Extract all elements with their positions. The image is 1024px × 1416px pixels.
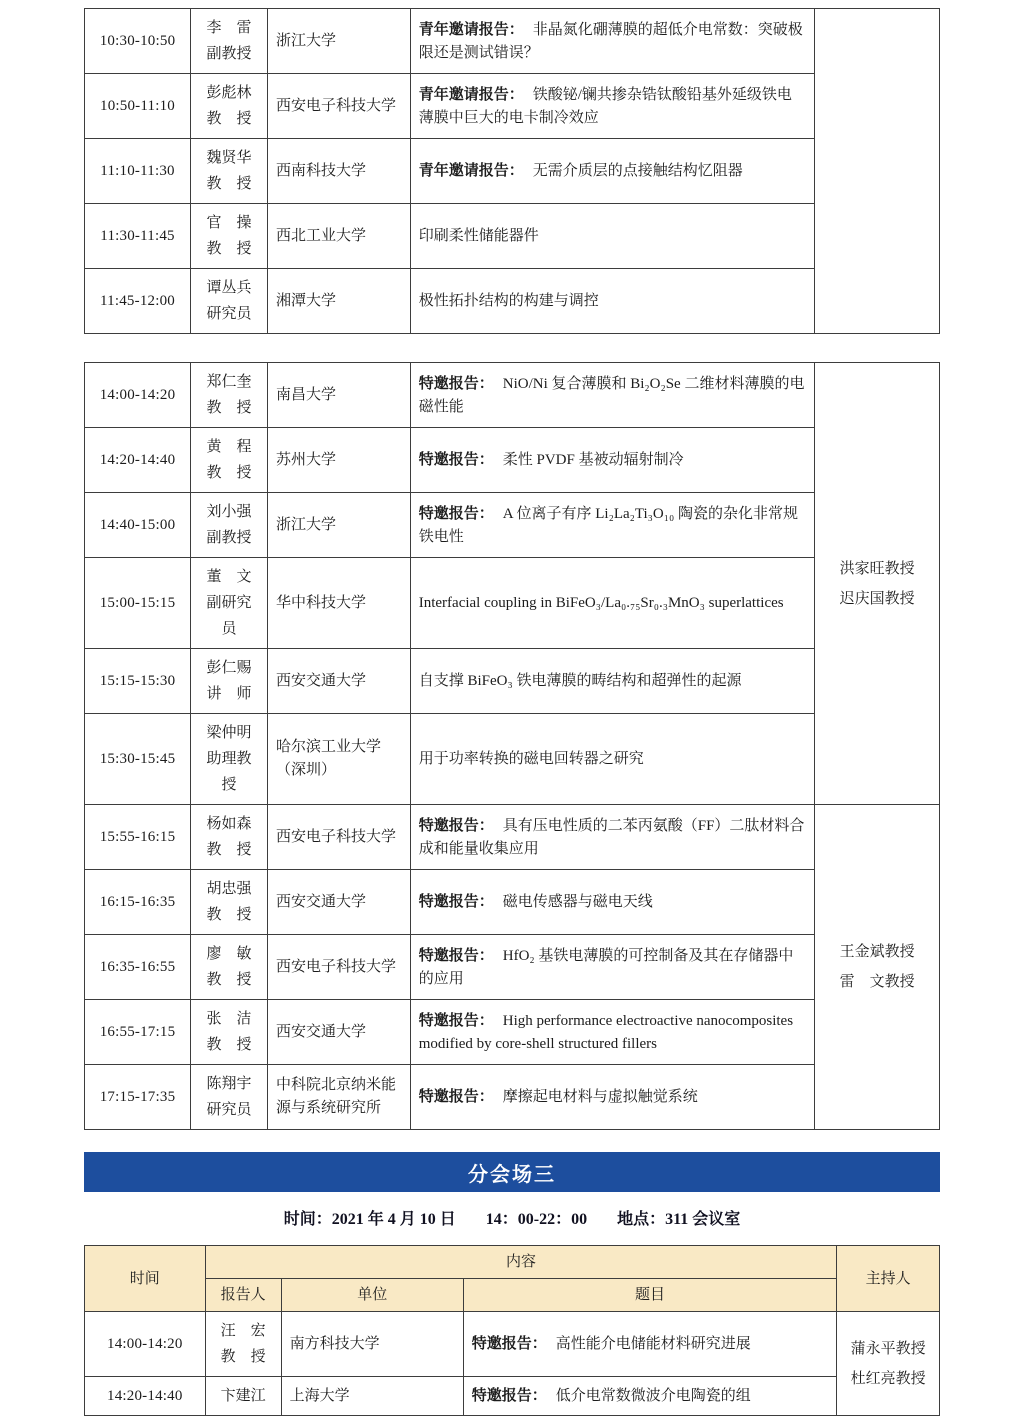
table-row: [85, 649, 940, 714]
talk-title: High performance electroactive nanocomposites modified by core-shell structured fillers: [418, 1012, 794, 1052]
speaker-rank: 教 授: [206, 907, 252, 923]
table-row: [85, 1065, 940, 1130]
conference-program-page: [84, 0, 940, 1416]
university-cell: 湘潭大学: [267, 269, 410, 334]
chair-name: 王金斌教授: [839, 944, 915, 960]
table-row: [85, 204, 940, 269]
table-row: [85, 428, 940, 493]
table-row: [85, 1000, 940, 1065]
session-time-range: 14：00-22：00: [485, 1211, 588, 1228]
speaker-cell: [191, 935, 268, 1000]
time-cell: 14:20-14:40: [85, 1377, 206, 1416]
chair-name: 雷 文教授: [839, 974, 915, 990]
speaker-name: 梁仲明: [206, 725, 252, 741]
university-cell: 西安交通大学: [267, 649, 410, 714]
time-cell: 11:45-12:00: [85, 269, 191, 334]
speaker-cell: [191, 558, 268, 649]
speaker-name: 黄 程: [206, 439, 252, 455]
table-row: [85, 74, 940, 139]
column-header-chair: 主持人: [837, 1246, 940, 1312]
speaker-cell: [191, 9, 268, 74]
section-gap: [84, 1130, 940, 1152]
university-cell: 苏州大学: [267, 428, 410, 493]
section-gap: [84, 1192, 940, 1206]
speaker-name: 彭仁赐: [206, 660, 252, 676]
speaker-cell: [191, 1065, 268, 1130]
time-cell: 14:20-14:40: [85, 428, 191, 493]
table-row: [85, 1377, 940, 1416]
speaker-rank: 教 授: [206, 465, 252, 481]
talk-title: 磁电传感器与磁电天线: [502, 894, 653, 910]
speaker-name: 董 文: [206, 569, 252, 585]
time-cell: 16:55-17:15: [85, 1000, 191, 1065]
talk-type-label: 特邀报告：: [418, 451, 494, 468]
talk-type-label: 特邀报告：: [471, 1335, 547, 1352]
speaker-name: 汪 宏: [220, 1323, 266, 1339]
chair-cell: [815, 9, 940, 334]
session-table-afternoon: [84, 362, 940, 1130]
talk-title: Interfacial coupling in BiFeO₃/La₀.₇₅Sr₀.₃MnO₃ superlattices: [418, 595, 784, 611]
talk-title: 自支撑 BiFeO₃ 铁电薄膜的畴结构和超弹性的起源: [418, 673, 742, 689]
speaker-name: 卞建江: [220, 1388, 266, 1404]
chair-name: 杜红亮教授: [850, 1370, 926, 1387]
time-cell: 14:40-15:00: [85, 493, 191, 558]
talk-title-cell: [463, 1377, 837, 1416]
session3-table: [84, 1245, 940, 1416]
column-header-topic: 题目: [463, 1279, 837, 1312]
time-cell: 15:00-15:15: [85, 558, 191, 649]
talk-title: A 位离子有序 Li₂La₂Ti₃O₁₀ 陶瓷的杂化非常规铁电性: [418, 505, 798, 545]
table-row: [85, 269, 940, 334]
talk-title-cell: [410, 269, 814, 334]
speaker-rank: 教 授: [206, 1037, 252, 1053]
chair-cell: [815, 805, 940, 1130]
university-cell: 上海大学: [281, 1377, 463, 1416]
university-cell: 西南科技大学: [267, 139, 410, 204]
chair-cell: [837, 1312, 940, 1416]
talk-title: 柔性 PVDF 基被动辐射制冷: [502, 452, 684, 468]
table-row: [85, 9, 940, 74]
time-cell: 15:15-15:30: [85, 649, 191, 714]
speaker-rank: 助理教授: [206, 751, 252, 793]
speaker-rank: 副教授: [206, 46, 252, 62]
section-gap: [84, 334, 940, 362]
speaker-cell: [191, 714, 268, 805]
talk-title-cell: [410, 428, 814, 493]
speaker-name: 陈翔宇: [206, 1076, 252, 1092]
speaker-cell: [191, 363, 268, 428]
time-cell: 10:50-11:10: [85, 74, 191, 139]
talk-type-label: 青年邀请报告：: [418, 85, 524, 103]
column-header-content: 内容: [205, 1246, 837, 1279]
speaker-rank: 教 授: [206, 972, 252, 988]
time-cell: 10:30-10:50: [85, 9, 191, 74]
table-row: [85, 935, 940, 1000]
speaker-name: 彭彪林: [206, 85, 252, 101]
talk-type-label: 特邀报告：: [418, 1088, 494, 1105]
speaker-name: 刘小强: [206, 504, 252, 520]
talk-title-cell: [410, 805, 814, 870]
talk-title-cell: [410, 649, 814, 714]
speaker-rank: 副研究员: [206, 595, 252, 637]
speaker-rank: 教 授: [206, 111, 252, 127]
speaker-cell: [191, 428, 268, 493]
talk-title-cell: [410, 493, 814, 558]
session3-info-line: [84, 1206, 940, 1234]
speaker-rank: 研究员: [206, 306, 252, 322]
time-cell: 11:10-11:30: [85, 139, 191, 204]
talk-title: 无需介质层的点接触结构忆阻器: [532, 163, 743, 179]
speaker-name: 廖 敏: [206, 946, 252, 962]
speaker-name: 杨如森: [206, 816, 252, 832]
speaker-rank: 副教授: [206, 530, 252, 546]
header-row: [85, 1279, 940, 1312]
column-header-unit: 单位: [281, 1279, 463, 1312]
time-cell: 14:00-14:20: [85, 1312, 206, 1377]
talk-title-cell: [410, 935, 814, 1000]
talk-type-label: 特邀报告：: [418, 816, 494, 834]
talk-title-cell: [410, 714, 814, 805]
university-cell: 哈尔滨工业大学（深圳）: [267, 714, 410, 805]
chair-name: 迟庆国教授: [839, 590, 915, 607]
speaker-rank: 教 授: [206, 241, 252, 257]
talk-title-cell: [410, 870, 814, 935]
talk-title: 摩擦起电材料与虚拟触觉系统: [502, 1089, 698, 1105]
chair-name: 蒲永平教授: [850, 1340, 926, 1357]
table-row: [85, 714, 940, 805]
university-cell: 西安交通大学: [267, 870, 410, 935]
university-cell: 西安电子科技大学: [267, 74, 410, 139]
university-cell: 南方科技大学: [281, 1312, 463, 1377]
time-cell: 11:30-11:45: [85, 204, 191, 269]
speaker-cell: [191, 870, 268, 935]
university-cell: 南昌大学: [267, 363, 410, 428]
talk-type-label: 青年邀请报告：: [418, 162, 524, 179]
speaker-name: 胡忠强: [206, 881, 252, 897]
chair-cell: [815, 363, 940, 805]
speaker-name: 魏贤华: [206, 150, 252, 166]
table-row: [85, 139, 940, 204]
speaker-cell: [191, 269, 268, 334]
session-table-morning: [84, 8, 940, 334]
university-cell: 西安交通大学: [267, 1000, 410, 1065]
column-header-time: 时间: [85, 1246, 206, 1312]
time-cell: 15:55-16:15: [85, 805, 191, 870]
talk-type-label: 特邀报告：: [418, 374, 494, 392]
speaker-rank: 教 授: [206, 400, 252, 416]
university-cell: 华中科技大学: [267, 558, 410, 649]
speaker-cell: [205, 1377, 281, 1416]
talk-title-cell: [410, 74, 814, 139]
table-row: [85, 1312, 940, 1377]
university-cell: 浙江大学: [267, 493, 410, 558]
speaker-name: 郑仁奎: [206, 374, 252, 390]
chair-name: 洪家旺教授: [839, 560, 915, 577]
table-row: [85, 493, 940, 558]
talk-type-label: 特邀报告：: [418, 893, 494, 910]
speaker-cell: [191, 493, 268, 558]
talk-title-cell: [410, 1065, 814, 1130]
session-date: 时间：2021 年 4 月 10 日: [283, 1211, 456, 1228]
talk-title: 低介电常数微波介电陶瓷的组: [555, 1388, 751, 1404]
talk-type-label: 特邀报告：: [418, 946, 494, 964]
talk-title-cell: [410, 1000, 814, 1065]
speaker-name: 李 雷: [206, 20, 252, 36]
speaker-rank: 教 授: [206, 176, 252, 192]
talk-title-cell: [410, 9, 814, 74]
section-gap: [84, 1234, 940, 1245]
talk-title-cell: [410, 363, 814, 428]
table-row: [85, 558, 940, 649]
talk-type-label: 特邀报告：: [418, 1011, 494, 1029]
talk-title-cell: [410, 204, 814, 269]
talk-title: 高性能介电储能材料研究进展: [555, 1336, 751, 1352]
talk-type-label: 青年邀请报告：: [418, 20, 524, 38]
table-row: [85, 363, 940, 428]
table-row: [85, 870, 940, 935]
speaker-cell: [191, 204, 268, 269]
speaker-rank: 讲 师: [206, 686, 252, 702]
speaker-rank: 教 授: [220, 1349, 266, 1365]
header-row: [85, 1246, 940, 1279]
talk-title: 印刷柔性储能器件: [418, 228, 539, 244]
speaker-rank: 研究员: [206, 1102, 252, 1118]
talk-type-label: 特邀报告：: [418, 504, 494, 522]
talk-title-cell: [463, 1312, 837, 1377]
talk-title: 具有压电性质的二苯丙氨酸（FF）二肽材料合成和能量收集应用: [418, 817, 805, 857]
speaker-name: 官 操: [206, 215, 252, 231]
speaker-cell: [191, 74, 268, 139]
session3-title: 分会场三: [468, 1163, 556, 1186]
talk-title: 用于功率转换的磁电回转器之研究: [418, 751, 644, 767]
speaker-cell: [191, 805, 268, 870]
talk-title-cell: [410, 558, 814, 649]
talk-title-cell: [410, 139, 814, 204]
talk-title: 铁酸铋/镧共掺杂锆钛酸铅基外延级铁电薄膜中巨大的电卡制冷效应: [418, 86, 792, 126]
speaker-cell: [205, 1312, 281, 1377]
talk-type-label: 特邀报告：: [471, 1387, 547, 1404]
time-cell: 17:15-17:35: [85, 1065, 191, 1130]
talk-title: 非晶氮化硼薄膜的超低介电常数：突破极限还是测试错误？: [418, 21, 803, 61]
talk-title: HfO₂ 基铁电薄膜的可控制备及其在存储器中的应用: [418, 947, 794, 987]
university-cell: 西安电子科技大学: [267, 805, 410, 870]
talk-title: 极性拓扑结构的构建与调控: [418, 293, 599, 309]
speaker-cell: [191, 139, 268, 204]
time-cell: 14:00-14:20: [85, 363, 191, 428]
university-cell: 西北工业大学: [267, 204, 410, 269]
speaker-name: 谭丛兵: [206, 280, 252, 296]
time-cell: 16:35-16:55: [85, 935, 191, 1000]
speaker-cell: [191, 649, 268, 714]
time-cell: 16:15-16:35: [85, 870, 191, 935]
speaker-cell: [191, 1000, 268, 1065]
column-header-speaker: 报告人: [205, 1279, 281, 1312]
table-row: [85, 805, 940, 870]
session3-banner: [84, 1152, 940, 1192]
university-cell: 浙江大学: [267, 9, 410, 74]
session-location: 地点：311 会议室: [617, 1211, 741, 1228]
speaker-rank: 教 授: [206, 842, 252, 858]
university-cell: 西安电子科技大学: [267, 935, 410, 1000]
speaker-name: 张 洁: [206, 1011, 252, 1027]
university-cell: 中科院北京纳米能源与系统研究所: [267, 1065, 410, 1130]
time-cell: 15:30-15:45: [85, 714, 191, 805]
talk-title: NiO/Ni 复合薄膜和 Bi₂O₂Se 二维材料薄膜的电磁性能: [418, 375, 805, 415]
